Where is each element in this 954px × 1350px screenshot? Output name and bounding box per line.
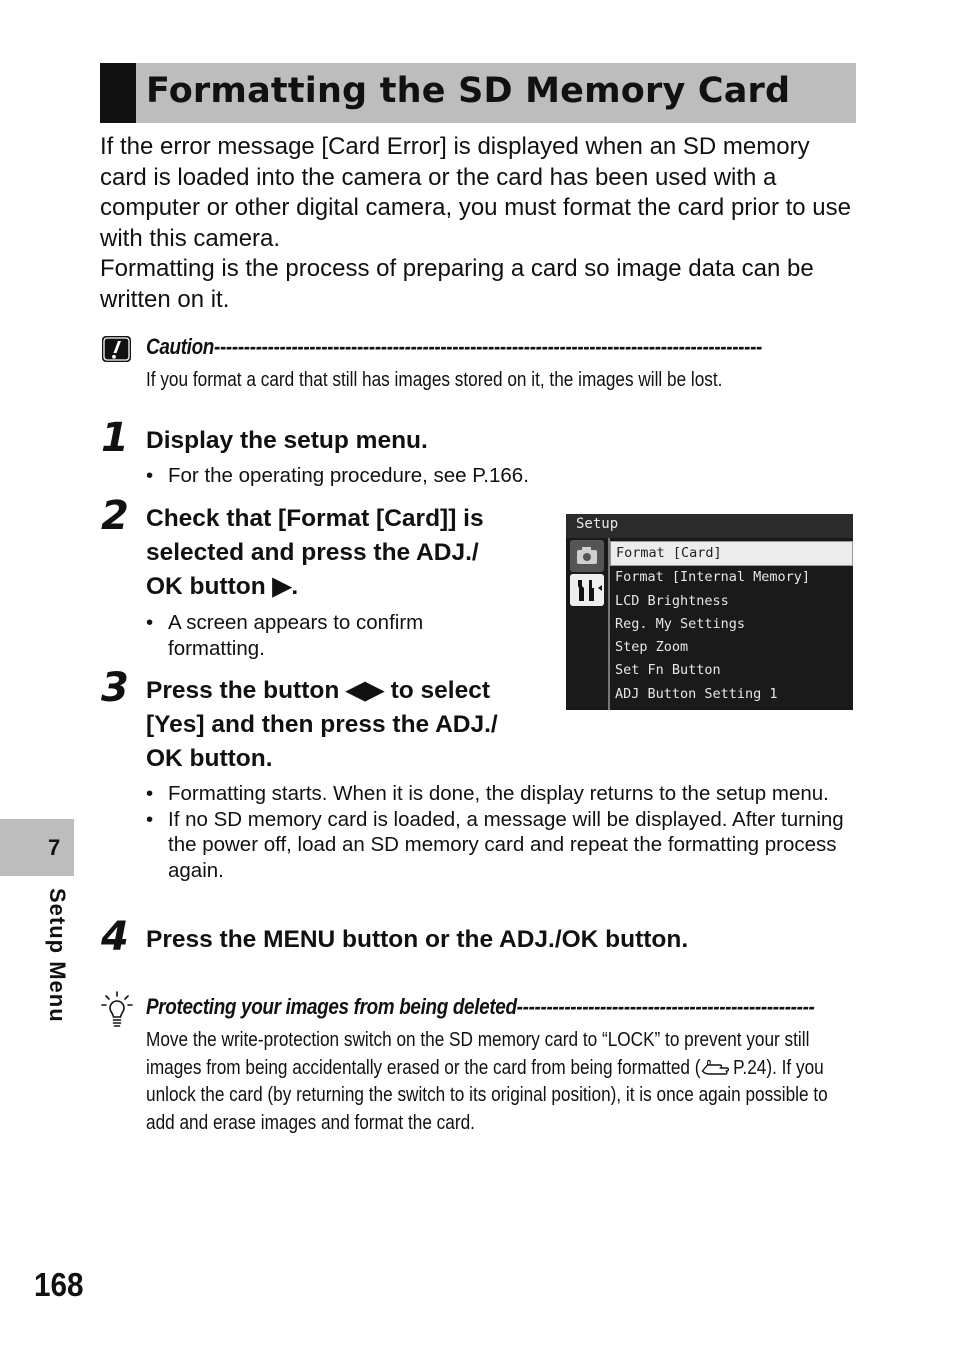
section-title-bar	[100, 63, 856, 123]
menu-item-format-card: Format [Card]	[610, 541, 853, 566]
chapter-label: Setup Menu	[45, 888, 70, 1023]
step-title-line: [Yes] and then press the ADJ./	[146, 711, 498, 738]
tip-heading-box	[146, 994, 954, 1020]
menu-item-set-fn-button: Set Fn Button	[615, 662, 721, 679]
intro-text	[100, 132, 860, 316]
camera-setup-screen	[566, 514, 853, 710]
step-number: 1	[101, 415, 129, 461]
step-title-line: Press the button ◀▶ to select	[146, 677, 490, 704]
page-number: 168	[34, 1266, 84, 1303]
chapter-number: 7	[48, 835, 61, 860]
step-title	[146, 502, 484, 604]
step-title-line: OK button ▶.	[146, 573, 299, 600]
pointing-hand-icon	[700, 1057, 733, 1077]
lightbulb-icon	[101, 991, 133, 1029]
tip-text-start: Move the write-protection switch on the SD memory card to “LOCK” to prevent your still images from being accidentally erased or the card from being formatted (	[146, 1029, 810, 1079]
tip-text-end: ). If you unlock the card (by returning the switch to its original position), it is once again possible to add and erase images and format the card.	[146, 1056, 828, 1134]
bullet-item: • For the operating procedure, see P.166.	[146, 463, 846, 489]
tip-text	[146, 1027, 851, 1137]
menu-item-reg-my-settings: Reg. My Settings	[615, 615, 746, 632]
intro-paragraph: Formatting is the process of preparing a card so image data can be written on it.	[100, 255, 814, 313]
tip-heading: Protecting your images from being deleted--------------------------------------------------	[146, 994, 815, 1019]
step-bullets	[146, 610, 466, 661]
setup-menu-list	[610, 541, 853, 706]
intro-paragraph: If the error message [Card Error] is displayed when an SD memory card is loaded into the camera or the card has been used with a computer or other digital camera, you must format the card prior to use with this camera.	[100, 133, 851, 252]
caution-heading: Caution--------------------------------------------------------------------------------------------	[146, 334, 763, 359]
bullet-item: • A screen appears to confirm formatting.	[146, 610, 466, 661]
bullet-item: • Formatting starts. When it is done, the display returns to the setup menu.	[146, 781, 846, 807]
step-title	[146, 674, 498, 776]
step-title-line: OK button.	[146, 745, 273, 772]
camera-icon	[570, 540, 604, 572]
step-bullets	[146, 463, 846, 489]
chapter-tab	[0, 819, 74, 876]
menu-item-step-zoom: Step Zoom	[615, 639, 689, 656]
menu-item-adj-button-setting: ADJ Button Setting 1	[615, 685, 778, 702]
caution-icon	[102, 336, 131, 362]
caution-text: If you format a card that still has images stored on it, the images will be lost.	[146, 369, 723, 391]
step-bullets	[146, 781, 846, 883]
screen-header-label: Setup	[576, 516, 619, 532]
step-title-line: selected and press the ADJ./	[146, 539, 479, 566]
caution-heading-box	[146, 334, 954, 360]
step-number: 2	[101, 493, 129, 539]
tip-page-ref: P.24	[733, 1056, 767, 1079]
step-title: Press the MENU button or the ADJ./OK button.	[146, 926, 689, 953]
page-title: Formatting the SD Memory Card	[146, 71, 791, 111]
menu-item-lcd-brightness: LCD Brightness	[615, 592, 729, 609]
step-title: Display the setup menu.	[146, 427, 428, 454]
screen-header	[566, 514, 853, 538]
title-marker-block	[100, 63, 136, 123]
step-number: 4	[101, 914, 129, 960]
step-number: 3	[101, 665, 129, 711]
bullet-item: • If no SD memory card is loaded, a message will be displayed. After turning the power off, load an SD memory card and repeat the formatting process again.	[146, 807, 846, 884]
step-title-line: Check that [Format [Card]] is	[146, 505, 484, 532]
setup-tools-icon	[570, 574, 604, 606]
menu-item-format-internal-memory: Format [Internal Memory]	[615, 569, 811, 586]
